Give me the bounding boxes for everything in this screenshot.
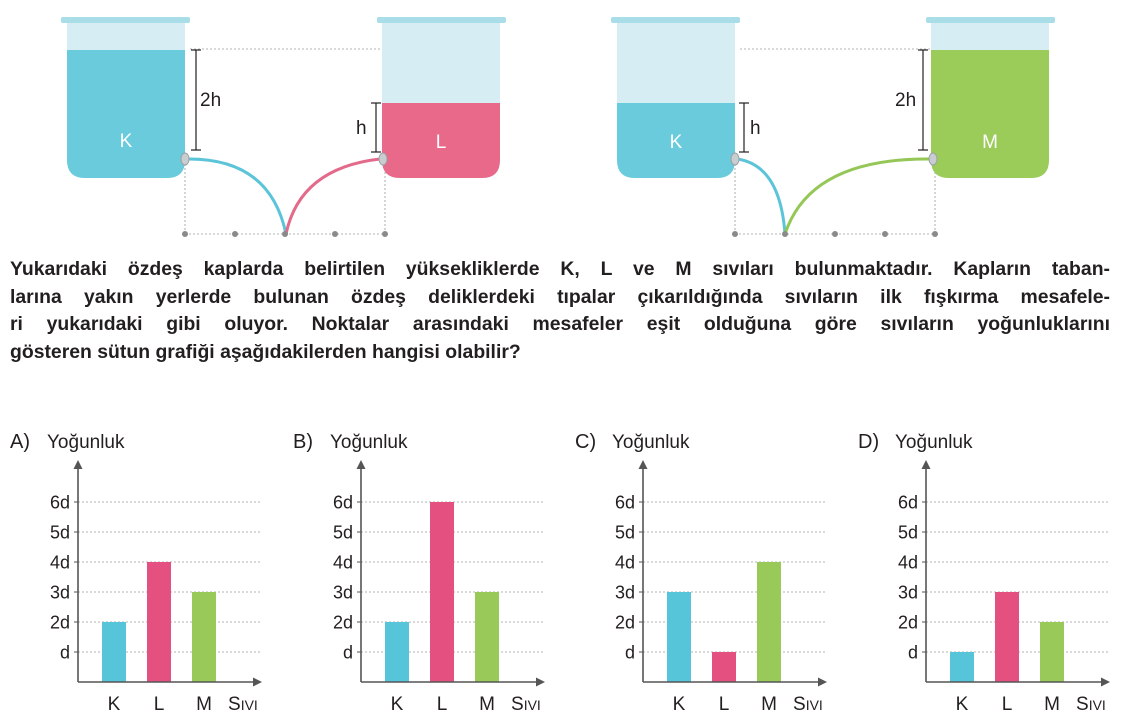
y-tick-label: 6d [614,492,635,513]
x-tick-label: K [955,694,969,715]
x-axis-arrow-icon [536,678,545,687]
x-tick-label: K [672,694,686,715]
x-axis-label: SIVI [1076,694,1106,715]
hole-plug [929,153,937,165]
y-tick-label: 4d [49,552,70,573]
hole-plug [181,153,189,165]
y-tick-label: d [624,642,635,663]
container-l [377,17,506,178]
height-marker-h-right [739,103,749,152]
bar-m [757,562,781,682]
option-c-chart[interactable] [565,420,840,723]
jet-m [785,159,930,234]
x-tick-label: L [436,694,448,715]
y-axis-arrow-icon [639,460,648,469]
x-axis-label: SIVI [228,694,258,715]
container-m [926,17,1055,178]
jet-l [286,159,380,234]
y-tick-label: 3d [614,582,635,603]
x-tick-label: K [107,694,121,715]
option-a-chart[interactable] [0,420,275,723]
height-marker-h-left [371,103,381,152]
y-axis-label: Yoğunluk [47,432,125,453]
container-label: L [435,132,447,153]
question-line: larına yakın yerlerde bulunan özdeş deliklerdeki tıpalar çıkarıldığında sıvıların ilk fışkırma mesafele- [10,285,1110,308]
y-tick-label: 4d [614,552,635,573]
container-label: K [119,131,133,152]
height-label: 2h [895,90,917,111]
jet-k-right [737,159,785,234]
bar-k [385,622,409,682]
container-k-right [611,17,740,178]
bar-k [102,622,126,682]
x-tick-label: M [479,694,495,715]
container-label: K [669,132,683,153]
y-tick-label: 2d [49,612,70,633]
bar-m [1040,622,1064,682]
answer-options [0,420,1125,723]
x-tick-label: M [1044,694,1060,715]
y-tick-label: 5d [897,522,918,543]
option-letter: B) [293,431,313,453]
height-marker-2h-right [918,50,928,150]
y-axis-label: Yoğunluk [612,432,690,453]
bar-l [430,502,454,682]
y-tick-label: d [342,642,353,663]
container-label: M [982,132,998,153]
bar-chart [0,420,275,723]
hole-plug [379,153,387,165]
y-tick-label: 4d [897,552,918,573]
option-b-chart[interactable] [283,420,558,723]
x-axis-arrow-icon [818,678,827,687]
y-axis-arrow-icon [74,460,83,469]
bar-chart [848,420,1123,723]
hole-plug [731,153,739,165]
y-tick-label: 5d [49,522,70,543]
option-letter: D) [858,431,880,453]
y-tick-label: 6d [49,492,70,513]
y-tick-label: d [59,642,70,663]
x-tick-label: L [153,694,165,715]
bar-m [475,592,499,682]
y-tick-label: d [907,642,918,663]
x-tick-label: L [718,694,730,715]
x-axis-arrow-icon [253,678,262,687]
x-tick-label: M [196,694,212,715]
y-tick-label: 5d [614,522,635,543]
x-axis-arrow-icon [1101,678,1110,687]
y-axis-arrow-icon [922,460,931,469]
y-axis-arrow-icon [357,460,366,469]
x-tick-label: L [1001,694,1013,715]
height-label: h [356,118,367,139]
x-axis-label: SIVI [511,694,541,715]
y-axis-label: Yoğunluk [330,432,408,453]
question-text [10,256,1110,366]
y-tick-label: 2d [897,612,918,633]
question-line: ri yukarıdaki gibi oluyor. Noktalar arasındaki mesafeler eşit olduğuna göre sıvıların yoğunluklarını [10,313,1110,335]
x-axis-label: SIVI [793,694,823,715]
question-line: gösteren sütun grafiği aşağıdakilerden hangisi olabilir? [10,340,521,363]
bar-chart [565,420,840,723]
container-k-left [61,17,190,178]
bar-k [950,652,974,682]
option-letter: A) [10,431,30,453]
y-tick-label: 2d [614,612,635,633]
y-axis-label: Yoğunluk [895,432,973,453]
y-tick-label: 3d [49,582,70,603]
bar-m [192,592,216,682]
bar-chart [283,420,558,723]
jet-k-left [187,159,286,234]
y-tick-label: 3d [332,582,353,603]
y-tick-label: 6d [897,492,918,513]
y-tick-label: 2d [332,612,353,633]
y-tick-label: 3d [897,582,918,603]
option-d-chart[interactable] [848,420,1123,723]
y-tick-label: 4d [332,552,353,573]
bar-l [995,592,1019,682]
y-tick-label: 6d [332,492,353,513]
x-tick-label: M [761,694,777,715]
option-letter: C) [575,431,597,453]
experiment-diagram [0,0,1125,245]
bar-l [147,562,171,682]
bar-k [667,592,691,682]
bar-l [712,652,736,682]
height-label: h [750,118,761,139]
question-line: Yukarıdaki özdeş kaplarda belirtilen yüksekliklerde K, L ve M sıvıları bulunmaktadır. Kapların taban- [10,258,1110,280]
y-tick-label: 5d [332,522,353,543]
x-tick-label: K [390,694,404,715]
height-label: 2h [200,90,222,111]
